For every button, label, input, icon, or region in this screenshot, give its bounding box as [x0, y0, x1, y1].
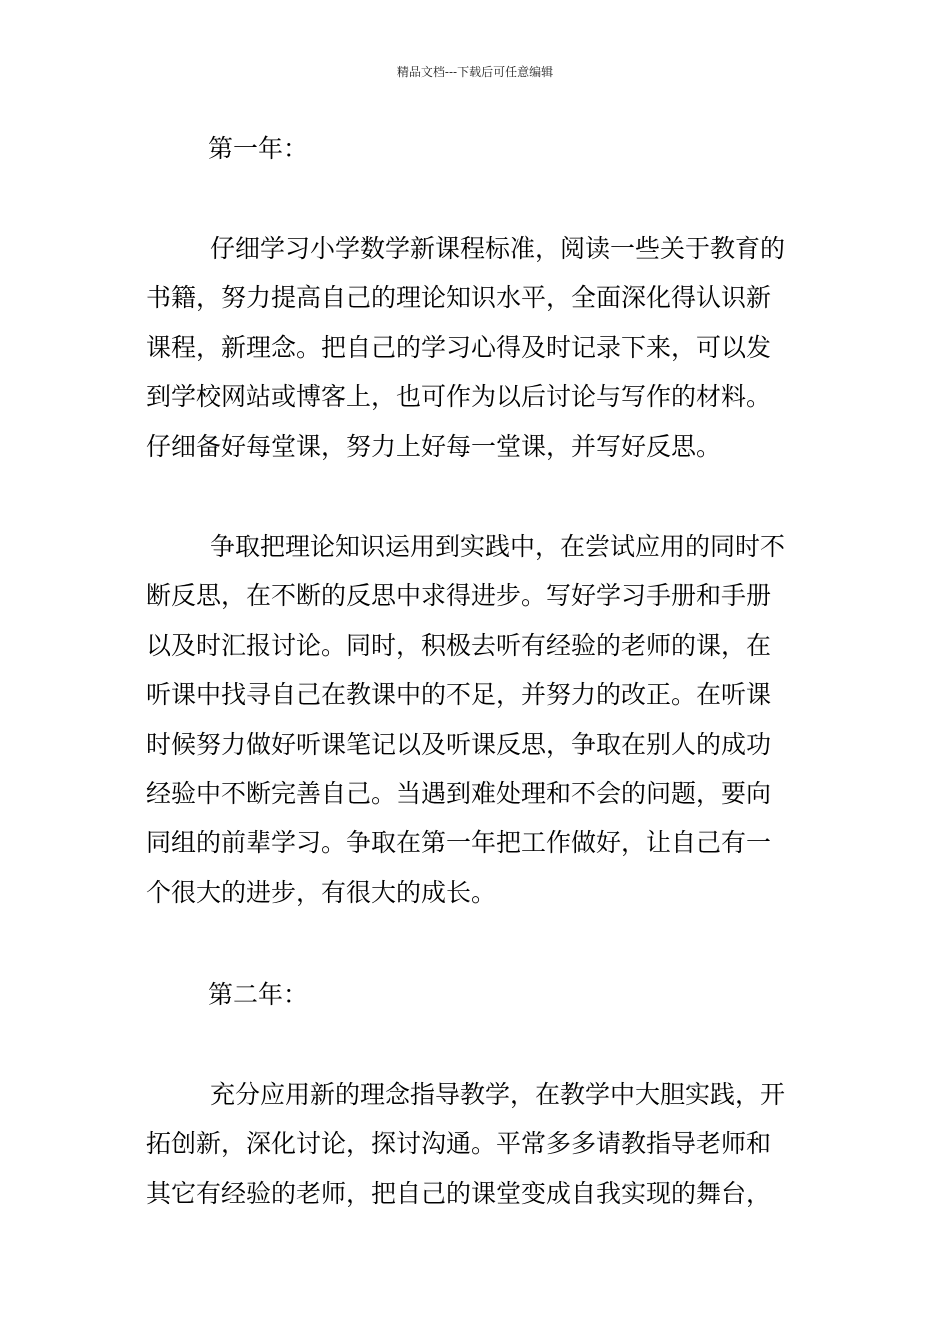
paragraph-line: 其它有经验的老师，把自己的课堂变成自我实现的舞台，	[146, 1178, 772, 1208]
section-heading-year-two: 第二年：	[208, 980, 309, 1009]
paragraph-line: 书籍，努力提高自己的理论知识水平，全面深化得认识新	[146, 283, 772, 313]
paragraph-year-two-apply	[146, 1070, 810, 1218]
paragraph-line: 时候努力做好听课笔记以及听课反思，争取在别人的成功	[146, 729, 772, 759]
paragraph-line: 个很大的进步，有很大的成长。	[146, 877, 497, 907]
paragraph-line: 充分应用新的理念指导教学，在教学中大胆实践，开	[210, 1080, 786, 1109]
paragraph-line: 到学校网站或博客上，也可作为以后讨论与写作的材料。	[146, 382, 772, 412]
page-header: 精品文档---下载后可任意编辑	[396, 65, 554, 79]
paragraph-line: 仔细学习小学数学新课程标准，阅读一些关于教育的	[210, 234, 786, 263]
paragraph-year-one-study	[146, 224, 810, 471]
paragraph-line: 以及时汇报讨论。同时，积极去听有经验的老师的课，在	[146, 630, 772, 660]
paragraph-line: 同组的前辈学习。争取在第一年把工作做好，让自己有一	[146, 828, 772, 858]
paragraph-year-one-practice	[146, 522, 810, 917]
paragraph-line: 争取把理论知识运用到实践中，在尝试应用的同时不	[210, 532, 786, 561]
paragraph-line: 经验中不断完善自己。当遇到难处理和不会的问题，要向	[146, 778, 772, 808]
paragraph-line: 拓创新，深化讨论，探讨沟通。平常多多请教指导老师和	[146, 1129, 772, 1159]
paragraph-line: 断反思，在不断的反思中求得进步。写好学习手册和手册	[146, 581, 772, 611]
section-heading-year-one: 第一年：	[208, 134, 309, 163]
paragraph-line: 听课中找寻自己在教课中的不足，并努力的改正。在听课	[146, 680, 772, 710]
paragraph-line: 课程，新理念。把自己的学习心得及时记录下来，可以发	[146, 332, 772, 362]
paragraph-line: 仔细备好每堂课，努力上好每一堂课，并写好反思。	[146, 431, 722, 461]
